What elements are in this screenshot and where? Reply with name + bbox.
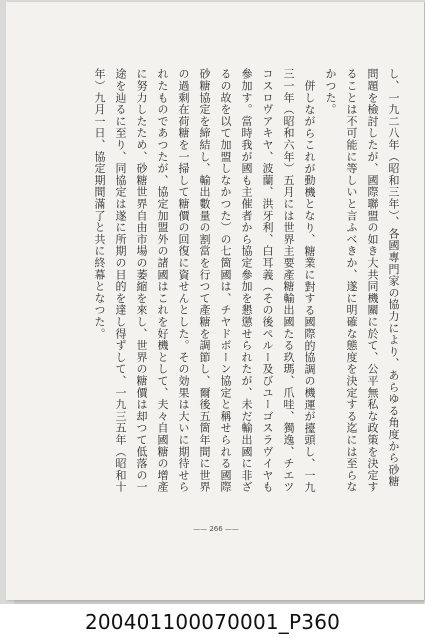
text-column: 三一年（昭和六年）五月には世界主要產糖輸出國たる玖瑪、爪哇、獨逸、チエツ [282,68,295,493]
text-column: るの故を以て加盟しなかつた）の七箇國は、チヤドボーン協定と稱せられる國際 [219,68,232,493]
image-caption: 200401100070001_P360 [0,604,425,640]
text-column: し、一九二八年（昭和三年）、各國專門家の協力により、あらゆる角度から砂糖 [387,68,400,488]
text-column: 問題を檢討したが、國際聯盟の如き大共同機關に於て、公平無私な政策を決定す [366,68,379,493]
page-number: —— 266 —— [193,525,239,533]
text-column: ることは不可能に等しいと言ふべきか、遂に明確な態度を決定する迄には至らな [345,68,358,493]
text-column: の過剩在荷糖を一掃して糖價の回復に資せんとした。その効果は大いに期待せら [177,68,190,493]
text-column: 砂糖協定を締結し、輸出數量の割當を行つて產糖を調節し、爾後五箇年間に世界 [198,68,211,493]
text-column: 併しながらこれが動機となり、糖業に對する國際的協調の機運が擡頭し、一九 [303,80,316,493]
text-column: コスロヴアキヤ、波蘭、洪牙利、白耳義（その後ペルー及びユーゴスラヴイヤも [261,68,274,493]
text-column: 年）九月一日、協定期間滿了と共に終幕となつた。 [93,68,106,340]
text-column: れたものであつたが、協定加盟外の諸國はこれを好機として、夫々自國糖の增產 [156,68,169,493]
document-page [6,2,425,600]
text-column: 參加す。當時我が國も主催者から協定參加を懇懲せられたが、未だ輸出國に非ざ [240,68,253,493]
text-column: に努力したため、砂糖世界自由市場の萎縮を來し、世界の糖價は却つて低落の一 [135,68,148,493]
body-text [6,2,424,600]
text-column: 途を辿るに至り、同協定は遂に所期の目的を達し得ずして、一九三五年（昭和十 [114,68,127,493]
text-column: かつた。 [324,68,337,116]
